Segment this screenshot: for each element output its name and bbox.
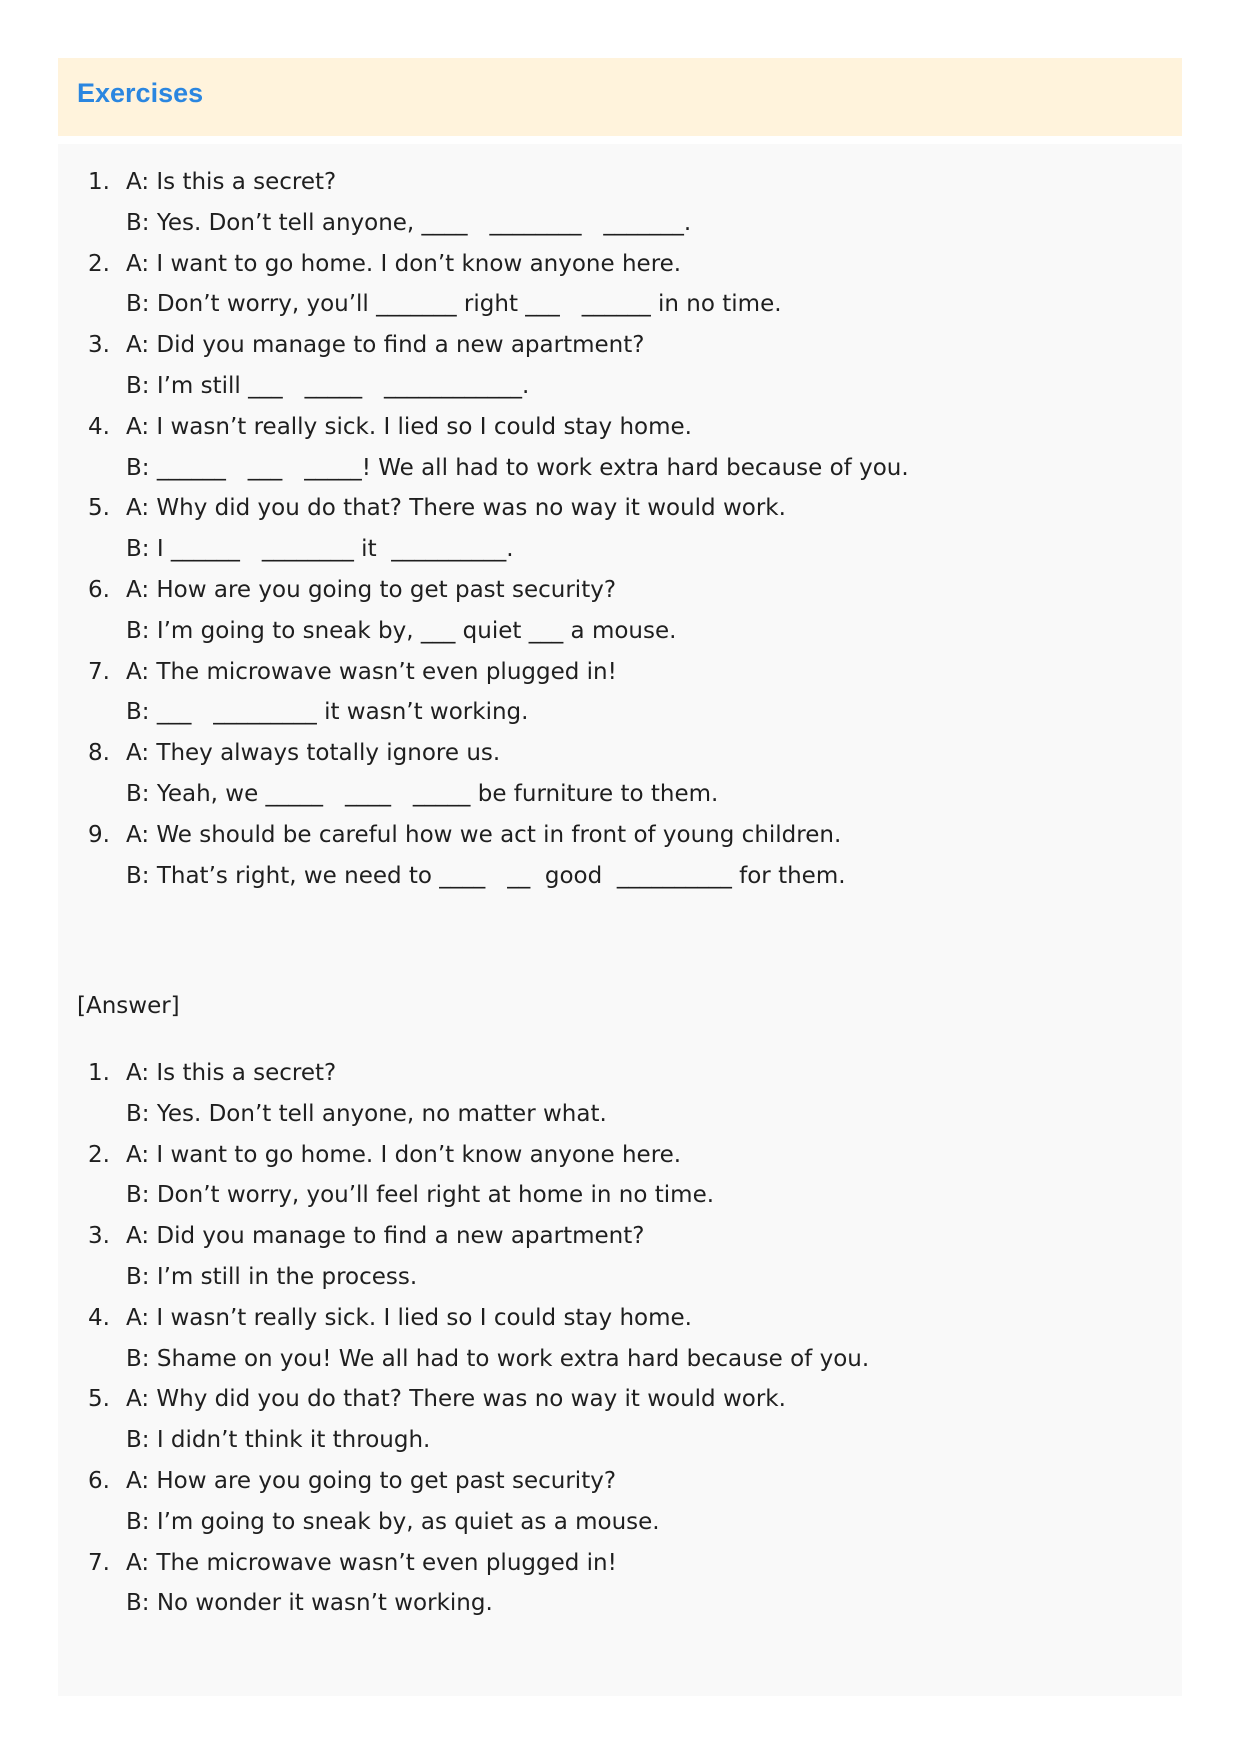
exercise-item	[58, 488, 1182, 570]
item-number: 8.	[88, 740, 110, 767]
item-number: 1.	[88, 1060, 110, 1086]
speaker-a-line: A: I want to go home. I don’t know anyone here.	[126, 250, 682, 277]
speaker-a-line: A: We should be careful how we act in front of young children.	[126, 821, 842, 848]
exercise-list	[58, 162, 1182, 896]
exercise-item	[58, 570, 1182, 652]
speaker-b-line: B: Yes. Don’t tell anyone, ____ ________ _______.	[126, 209, 692, 236]
item-number: 5.	[88, 1386, 110, 1413]
exercise-item	[58, 325, 1182, 407]
speaker-a-line: A: They always totally ignore us.	[126, 740, 501, 767]
answer-item	[58, 1298, 1182, 1380]
exercise-item	[58, 733, 1182, 815]
speaker-a-line: A: Why did you do that? There was no way it would work.	[126, 495, 786, 522]
speaker-b-line: B: Yes. Don’t tell anyone, no matter what.	[126, 1100, 607, 1127]
item-number: 6.	[88, 1467, 110, 1494]
speaker-b-line: B: Shame on you! We all had to work extra hard because of you.	[126, 1345, 870, 1372]
speaker-a-line: A: The microwave wasn’t even plugged in!	[126, 658, 617, 685]
speaker-b-line: B: I didn’t think it through.	[126, 1427, 431, 1454]
speaker-b-line: B: No wonder it wasn’t working.	[126, 1590, 493, 1617]
exercise-item	[58, 652, 1182, 734]
answer-item	[58, 1216, 1182, 1298]
item-number: 7.	[88, 658, 110, 685]
speaker-b-line: B: I’m still ___ _____ ____________.	[126, 372, 530, 399]
content-panel	[58, 144, 1182, 1696]
section-title: Exercises	[77, 78, 204, 108]
speaker-b-line: B: ___ _________ it wasn’t working.	[126, 699, 529, 726]
speaker-b-line: B: I’m going to sneak by, ___ quiet ___ a mouse.	[126, 617, 677, 644]
item-number: 3.	[88, 332, 110, 359]
answer-item	[58, 1543, 1182, 1625]
speaker-b-line: B: I’m still in the process.	[126, 1263, 418, 1290]
speaker-a-line: A: Is this a secret?	[126, 1060, 337, 1086]
answer-item	[58, 1461, 1182, 1543]
exercise-item	[58, 244, 1182, 326]
item-number: 1.	[88, 169, 110, 195]
item-number: 6.	[88, 576, 110, 603]
answer-label: [Answer]	[77, 993, 180, 1019]
speaker-a-line: A: I wasn’t really sick. I lied so I could stay home.	[126, 1304, 692, 1331]
speaker-a-line: A: Did you manage to find a new apartment?	[126, 1223, 645, 1250]
exercise-item	[58, 162, 1182, 244]
speaker-a-line: A: How are you going to get past security?	[126, 1467, 617, 1494]
speaker-b-line: B: Yeah, we _____ ____ _____ be furniture to them.	[126, 780, 719, 807]
exercises-header	[58, 58, 1182, 136]
item-number: 4.	[88, 413, 110, 440]
answer-item	[58, 1053, 1182, 1135]
speaker-a-line: A: The microwave wasn’t even plugged in!	[126, 1549, 617, 1576]
answer-item	[58, 1379, 1182, 1461]
item-number: 2.	[88, 1141, 110, 1168]
speaker-b-line: B: Don’t worry, you’ll _______ right ___ ______ in no time.	[126, 291, 782, 318]
speaker-b-line: B: Don’t worry, you’ll feel right at home in no time.	[126, 1182, 715, 1209]
speaker-a-line: A: Is this a secret?	[126, 169, 337, 195]
speaker-a-line: A: I want to go home. I don’t know anyone here.	[126, 1141, 682, 1168]
speaker-a-line: A: Did you manage to find a new apartment?	[126, 332, 645, 359]
item-number: 3.	[88, 1223, 110, 1250]
speaker-b-line: B: ______ ___ _____! We all had to work extra hard because of you.	[126, 454, 909, 481]
item-number: 9.	[88, 821, 110, 848]
speaker-a-line: A: I wasn’t really sick. I lied so I could stay home.	[126, 413, 692, 440]
speaker-b-line: B: I ______ ________ it __________.	[126, 536, 514, 563]
item-number: 4.	[88, 1304, 110, 1331]
exercise-item	[58, 815, 1182, 897]
answer-list	[58, 1053, 1182, 1624]
speaker-b-line: B: That’s right, we need to ____ __ good __________ for them.	[126, 862, 846, 889]
item-number: 2.	[88, 250, 110, 277]
item-number: 5.	[88, 495, 110, 522]
item-number: 7.	[88, 1549, 110, 1576]
exercise-item	[58, 407, 1182, 489]
speaker-b-line: B: I’m going to sneak by, as quiet as a mouse.	[126, 1508, 660, 1535]
speaker-a-line: A: Why did you do that? There was no way it would work.	[126, 1386, 786, 1413]
answer-item	[58, 1135, 1182, 1217]
speaker-a-line: A: How are you going to get past security?	[126, 576, 617, 603]
